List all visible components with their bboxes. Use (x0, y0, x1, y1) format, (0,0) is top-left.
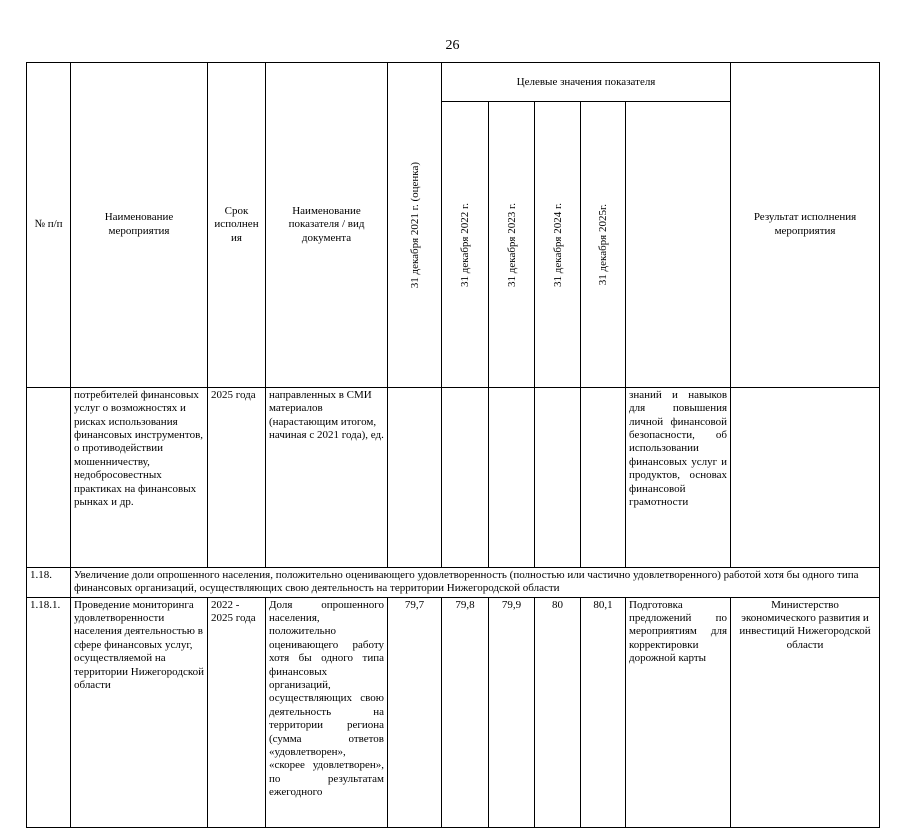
cell-indicator: Доля опрошенного населения, положительно оценивающего работу хотя бы одного типа финансовых организаций, осуществляющих свою деятельность на территории региона (сумма ответов «удовлетворен», «скорее удовлетворен», по результатам ежегодного (266, 597, 388, 827)
cell-2021: 79,7 (388, 597, 442, 827)
cell-2023 (489, 387, 535, 567)
col-2023-label: 31 декабря 2023 г. (505, 202, 518, 287)
cell-event: Проведение мониторинга удовлетворенности населения деятельностью в сфере финансовых услуг, осуществляемой на территории Нижегородской области (71, 597, 208, 827)
cell-result: знаний и навыков для повышения личной финансовой безопасности, об использовании финансовых услуг и продуктов, основах финансовой грамотности (626, 387, 731, 567)
col-indicator-header: Наименование показателя / вид документа (266, 63, 388, 388)
col-2021-label: 31 декабря 2021 г. (оценка) (408, 161, 421, 288)
col-2025-header (581, 102, 626, 387)
cell-2022 (442, 387, 489, 567)
page-number: 26 (445, 38, 460, 53)
cell-num: 1.18.1. (27, 597, 71, 827)
table-row-continued (27, 387, 880, 567)
section-text: Увеличение доли опрошенного населения, положительно оценивающего удовлетворенность (полностью или частично удовлетворенного) работой хотя бы одного типа финансовых организаций, осуществляющих свою деятельность на территории Нижегородской области (71, 567, 880, 597)
cell-deadline: 2022 - 2025 года (208, 597, 266, 827)
cell-2025 (581, 387, 626, 567)
cell-result: Подготовка предложений по мероприятиям для корректировки дорожной карты (626, 597, 731, 827)
col-2021-header (388, 63, 442, 388)
col-event-header: Наименование мероприятия (71, 63, 208, 388)
col-2025-label: 31 декабря 2025г. (597, 203, 609, 286)
col-result-header: Результат исполнения мероприятия (731, 63, 880, 388)
measures-table (26, 62, 880, 828)
col-2022-header (442, 102, 489, 387)
section-row (27, 567, 880, 597)
col-2022-label: 31 декабря 2022 г. (459, 202, 471, 287)
cell-event: потребителей финансовых услуг о возможностях и рисках использования финансовых инструментов, о противодействии мошенничеству, недобросовестных практиках на финансовых рынках и др. (71, 387, 208, 567)
col-2024-label: 31 декабря 2024 г. (551, 202, 564, 287)
cell-indicator: направленных в СМИ материалов (нарастающим итогом, начиная с 2021 года), ед. (266, 387, 388, 567)
header-row-1 (27, 63, 880, 102)
col-deadline-header: Срок исполнен ия (208, 63, 266, 388)
cell-2025: 80,1 (581, 597, 626, 827)
cell-2021 (388, 387, 442, 567)
section-num: 1.18. (27, 567, 71, 597)
col-2024-header (535, 102, 581, 387)
cell-deadline: 2025 года (208, 387, 266, 567)
col-num-header: № п/п (27, 63, 71, 388)
cell-2024 (535, 387, 581, 567)
cell-responsible: Министерство экономического развития и инвестиций Нижегородской области (731, 597, 880, 827)
cell-2022: 79,8 (442, 597, 489, 827)
cell-num (27, 387, 71, 567)
cell-2024: 80 (535, 597, 581, 827)
target-values-header: Целевые значения показателя (442, 63, 731, 102)
table-row-1-18-1 (27, 597, 880, 827)
col-2023-header (489, 102, 535, 387)
cell-responsible (731, 387, 880, 567)
cell-2023: 79,9 (489, 597, 535, 827)
